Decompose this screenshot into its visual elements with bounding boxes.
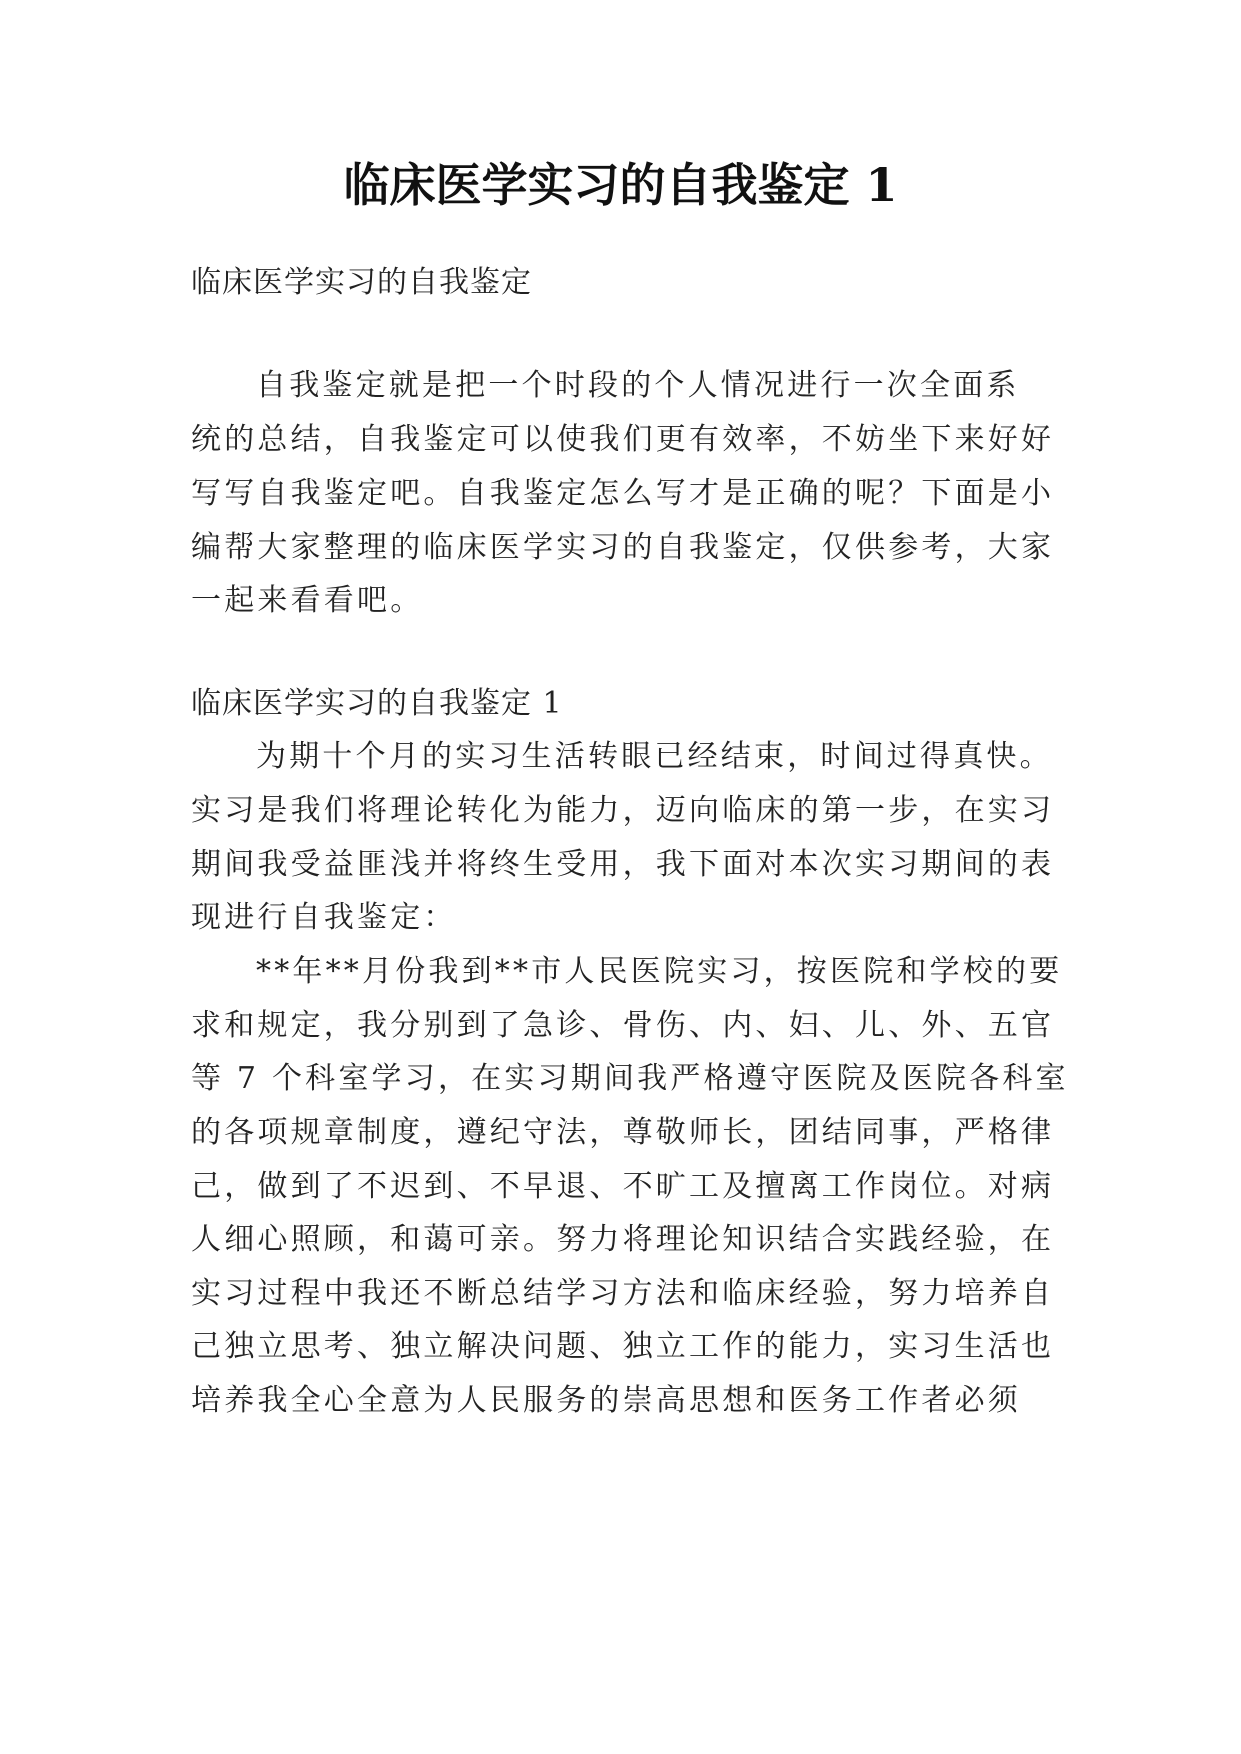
intro-line-3: 写写自我鉴定吧。自我鉴定怎么写才是正确的呢？下面是小 xyxy=(191,476,1055,511)
para1-line-2: 实习是我们将理论转化为能力，迈向临床的第一步，在实习 xyxy=(191,793,1055,828)
para1-line-4: 现进行自我鉴定： xyxy=(191,900,457,935)
para2-line-5: 己，做到了不迟到、不早退、不旷工及擅离工作岗位。对病 xyxy=(191,1169,1055,1204)
section-heading: 临床医学实习的自我鉴定 1 xyxy=(191,686,563,721)
para2-line-2: 求和规定，我分别到了急诊、骨伤、内、妇、儿、外、五官 xyxy=(191,1008,1055,1043)
para2-line-3: 等 7 个科室学习，在实习期间我严格遵守医院及医院各科室 xyxy=(191,1061,1069,1096)
para2-line-1: **年**月份我到**市人民医院实习，按医院和学校的要 xyxy=(256,954,1063,989)
intro-line-1: 自我鉴定就是把一个时段的个人情况进行一次全面系 xyxy=(256,368,1020,403)
para2-line-9: 培养我全心全意为人民服务的崇高思想和医务工作者必须 xyxy=(191,1383,1021,1418)
para1-line-3: 期间我受益匪浅并将终生受用，我下面对本次实习期间的表 xyxy=(191,847,1055,882)
para2-line-8: 己独立思考、独立解决问题、独立工作的能力，实习生活也 xyxy=(191,1329,1055,1364)
para2-line-7: 实习过程中我还不断总结学习方法和临床经验，努力培养自 xyxy=(191,1276,1055,1311)
intro-line-4: 编帮大家整理的临床医学实习的自我鉴定，仅供参考，大家 xyxy=(191,530,1055,565)
para2-line-6: 人细心照顾，和蔼可亲。努力将理论知识结合实践经验，在 xyxy=(191,1222,1055,1257)
intro-line-5: 一起来看看吧。 xyxy=(191,583,424,618)
document-title: 临床医学实习的自我鉴定 1 xyxy=(343,158,898,212)
para1-line-1: 为期十个月的实习生活转眼已经结束，时间过得真快。 xyxy=(256,739,1053,774)
para2-line-4: 的各项规章制度，遵纪守法，尊敬师长，团结同事，严格律 xyxy=(191,1115,1055,1150)
intro-line-2: 统的总结，自我鉴定可以使我们更有效率，不妨坐下来好好 xyxy=(191,422,1055,457)
document-subtitle: 临床医学实习的自我鉴定 xyxy=(191,265,532,300)
